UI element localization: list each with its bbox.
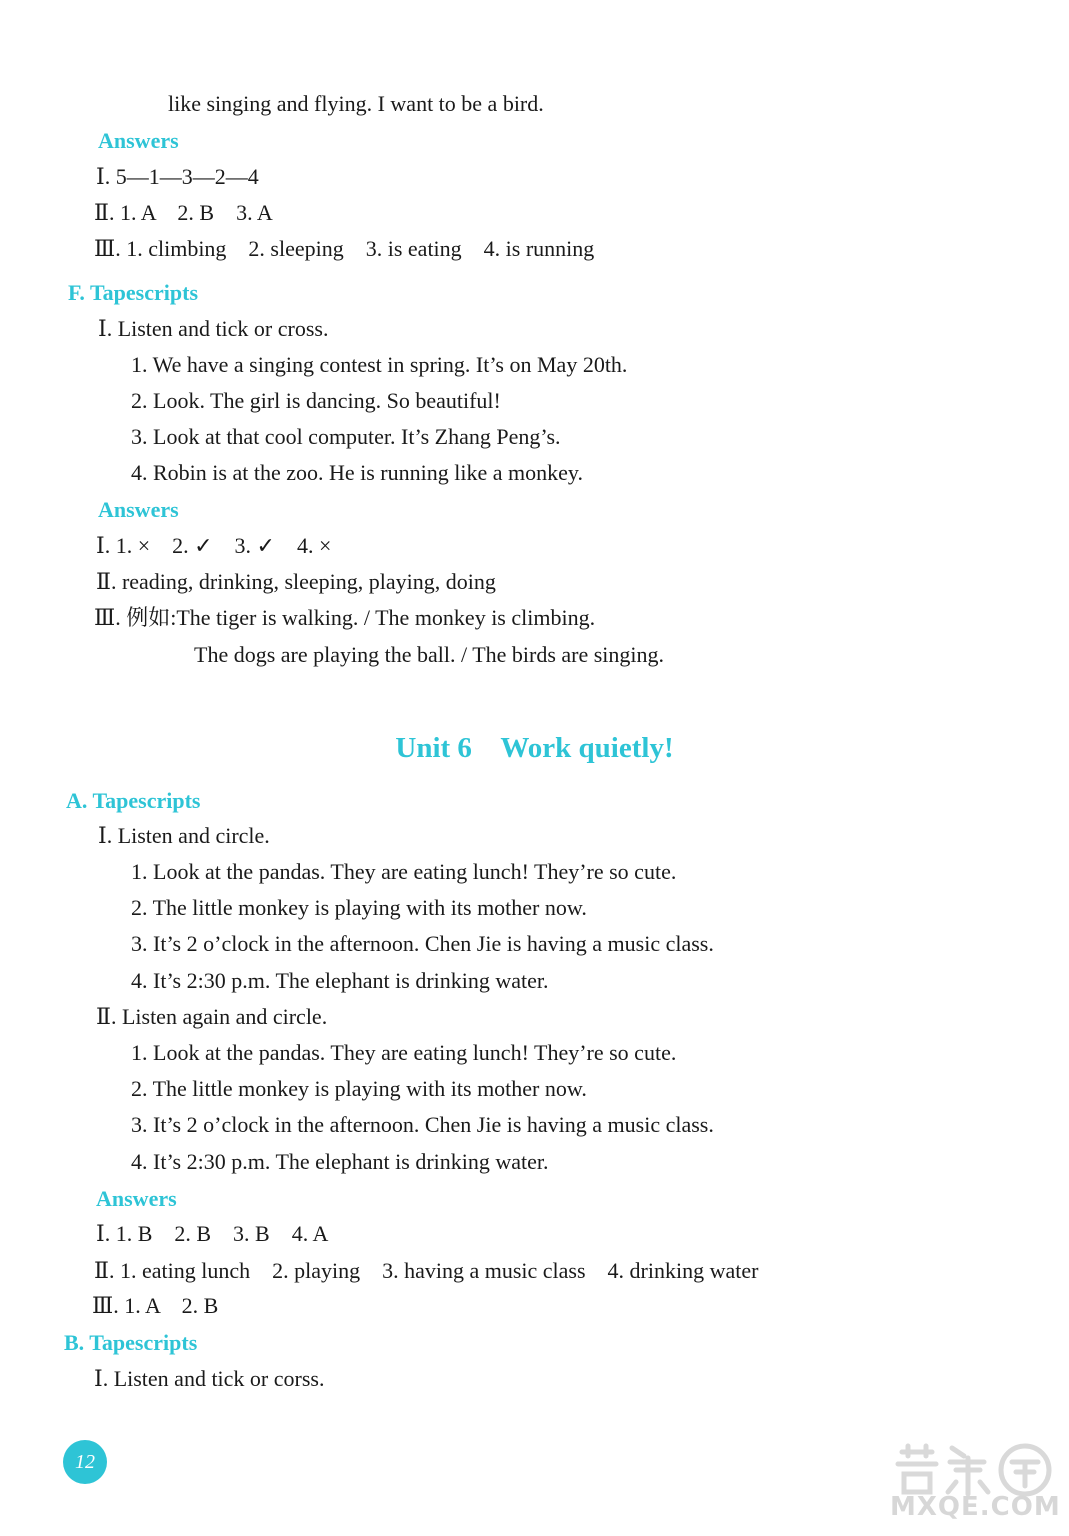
answer-line: Ⅲ. 1. A 2. B: [92, 1293, 219, 1318]
watermark-text: MXQE.COM: [890, 1492, 1061, 1522]
answer-line: Ⅱ. 1. A 2. B 3. A: [94, 200, 273, 225]
script-line: 2. The little monkey is playing with its mother now.: [131, 1076, 587, 1101]
section-heading: F. Tapescripts: [68, 280, 199, 305]
answer-line: Ⅰ. 5—1—3—2—4: [96, 164, 259, 189]
script-line: 4. It’s 2:30 p.m. The elephant is drinking water.: [131, 968, 549, 993]
page-number: 12: [63, 1440, 107, 1484]
script-line: 2. The little monkey is playing with its mother now.: [131, 895, 587, 920]
answer-line: Ⅰ. 1. × 2. ✓ 3. ✓ 4. ×: [96, 533, 332, 558]
answers-heading: Answers: [98, 128, 179, 153]
exercise-title: Ⅰ. Listen and tick or corss.: [94, 1366, 325, 1391]
unit-title: Unit 6 Work quietly!: [395, 732, 674, 764]
answer-line: The dogs are playing the ball. / The birds are singing.: [194, 642, 665, 667]
section-heading: B. Tapescripts: [64, 1330, 198, 1355]
script-line: 1. We have a singing contest in spring. It’s on May 20th.: [131, 352, 628, 377]
script-line: 3. It’s 2 o’clock in the afternoon. Chen Jie is having a music class.: [131, 1112, 714, 1137]
script-line: 4. It’s 2:30 p.m. The elephant is drinking water.: [131, 1149, 549, 1174]
answers-heading: Answers: [96, 1186, 177, 1211]
script-line: 3. Look at that cool computer. It’s Zhang Peng’s.: [131, 424, 561, 449]
script-line: 3. It’s 2 o’clock in the afternoon. Chen Jie is having a music class.: [131, 931, 714, 956]
watermark-icon: [890, 1440, 1060, 1500]
answer-line: Ⅲ. 1. climbing 2. sleeping 3. is eating 4. is running: [94, 236, 595, 261]
answer-line: Ⅰ. 1. B 2. B 3. B 4. A: [96, 1221, 329, 1246]
answer-line: Ⅲ. 例如:The tiger is walking. / The monkey is climbing.: [94, 605, 596, 630]
tapescript-tail: like singing and flying. I want to be a bird.: [168, 91, 544, 116]
exercise-title: Ⅰ. Listen and circle.: [98, 823, 270, 848]
answer-line: Ⅱ. 1. eating lunch 2. playing 3. having a music class 4. drinking water: [94, 1258, 759, 1283]
exercise-title: Ⅱ. Listen again and circle.: [96, 1004, 328, 1029]
script-line: 2. Look. The girl is dancing. So beautiful!: [131, 388, 501, 413]
answers-heading: Answers: [98, 497, 179, 522]
section-heading: A. Tapescripts: [66, 788, 201, 813]
exercise-title: Ⅰ. Listen and tick or cross.: [98, 316, 329, 341]
script-line: 4. Robin is at the zoo. He is running like a monkey.: [131, 460, 583, 485]
watermark-logo: [890, 1440, 1060, 1530]
answer-line: Ⅱ. reading, drinking, sleeping, playing, doing: [96, 569, 496, 594]
script-line: 1. Look at the pandas. They are eating lunch! They’re so cute.: [131, 859, 677, 884]
script-line: 1. Look at the pandas. They are eating lunch! They’re so cute.: [131, 1040, 677, 1065]
